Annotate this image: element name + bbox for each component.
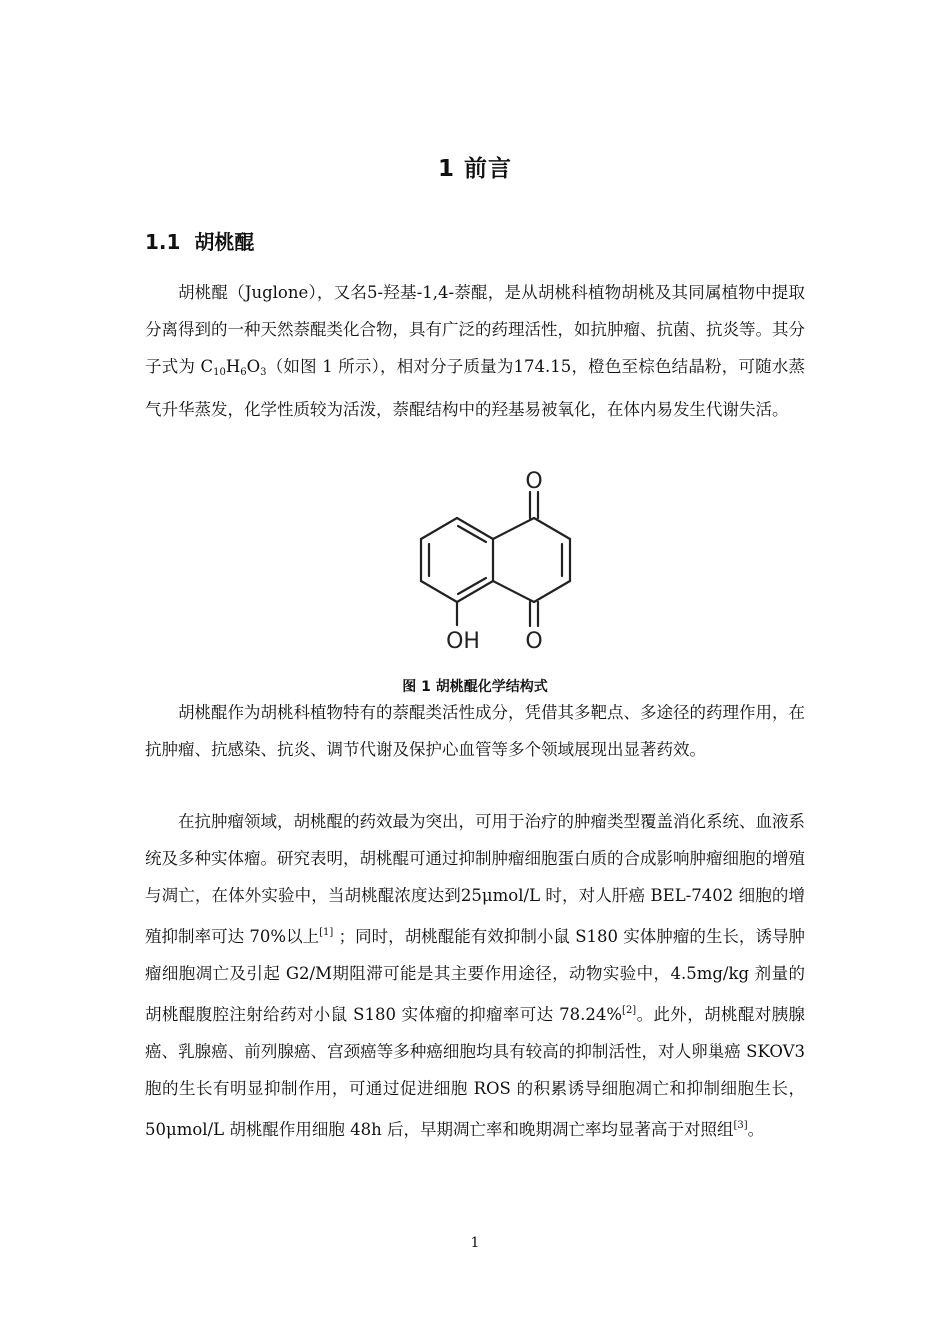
bond [493,581,534,602]
page-number: 1 [470,1235,480,1251]
text-span: 在抗肿瘤领域，胡桃醌的药效最为突出，可用于治疗的肿瘤类型覆盖消化系统、血液系统及多种实体瘤。研究表明，胡桃醌可通过抑制肿瘤细胞蛋白质的合成影响肿瘤细胞的增殖与凋亡，在体外实验中，当胡桃醌浓度达到25μmol/L 时，对人肝癌 BEL-7402 细胞的增殖抑制率可达 70%以上 [145,812,805,946]
subscript: 6 [240,367,247,378]
pharmacology-paragraph: 胡桃醌作为胡桃科植物特有的萘醌类活性成分，凭借其多靶点、多途径的药理作用，在抗肿瘤、抗感染、抗炎、调节代谢及保护心血管等多个领域展现出显著药效。 [145,703,805,759]
bond [421,581,457,602]
text-span: H [225,357,241,376]
subscript: 3 [260,367,267,378]
citation-ref[interactable]: [3] [733,1120,748,1131]
text-span: 。 [747,1120,765,1139]
double-bond [458,578,486,594]
section-number: 1.1 [145,230,181,254]
figure-caption: 图 1 胡桃醌化学结构式 [402,679,548,695]
bond [534,518,570,539]
text-span: （如图 1 所示），相对分子质量为174.15，橙色至棕色结晶粉，可随水蒸气升华蒸发，化学性质较为活泼，萘醌结构中的羟基易被氧化，在体内易发生代谢失活。 [145,357,805,419]
bond [493,518,534,539]
text-span: O [246,357,261,376]
citation-ref[interactable]: [2] [622,1005,637,1016]
chapter-heading: 1 前言 [437,156,512,182]
hydroxyl-label: OH [446,629,480,654]
bond [421,518,457,539]
section-heading [145,226,254,255]
antitumor-paragraph [145,803,805,1148]
citation-ref[interactable]: [1] [319,927,334,938]
juglone-structure-figure [395,462,595,662]
section-title: 胡桃醌 [194,230,255,254]
text-span: 胡桃醌（Juglone），又名5-羟基-1,4-萘醌，是从胡桃科植物胡桃及其同属植物中提取分离得到的一种天然萘醌类化合物，具有广泛的药理活性，如抗肿瘤、抗菌、抗炎等。其分子式为 C [145,283,805,376]
text-span: 。此外，胡桃醌对胰腺癌、乳腺癌、前列腺癌、宫颈癌等多种癌细胞均具有较高的抑制活性，对人卵巢癌 SKOV3 胞的生长有明显抑制作用，可通过促进细胞 ROS 的积累诱导细胞凋亡和抑制细胞生长，50μmol/L 胡桃醌作用细胞 48h 后，早期凋亡率和晚期凋亡率均显著高于对照组 [145,1005,806,1139]
bond [534,581,570,602]
subscript: 10 [213,367,226,378]
intro-paragraph [145,274,805,428]
oxygen-top-label: O [525,469,543,494]
double-bond [458,526,486,542]
text-span: ；同时，胡桃醌能有效抑制小鼠 S180 实体肿瘤的生长，诱导肿瘤细胞凋亡及引起 G2/M期阻滞可能是其主要作用途径，动物实验中，4.5mg/kg 剂量的胡桃醌腹腔注射给药对小鼠 S180 实体瘤的抑瘤率可达 78.24% [145,927,805,1024]
oxygen-bottom-label: O [525,629,543,654]
